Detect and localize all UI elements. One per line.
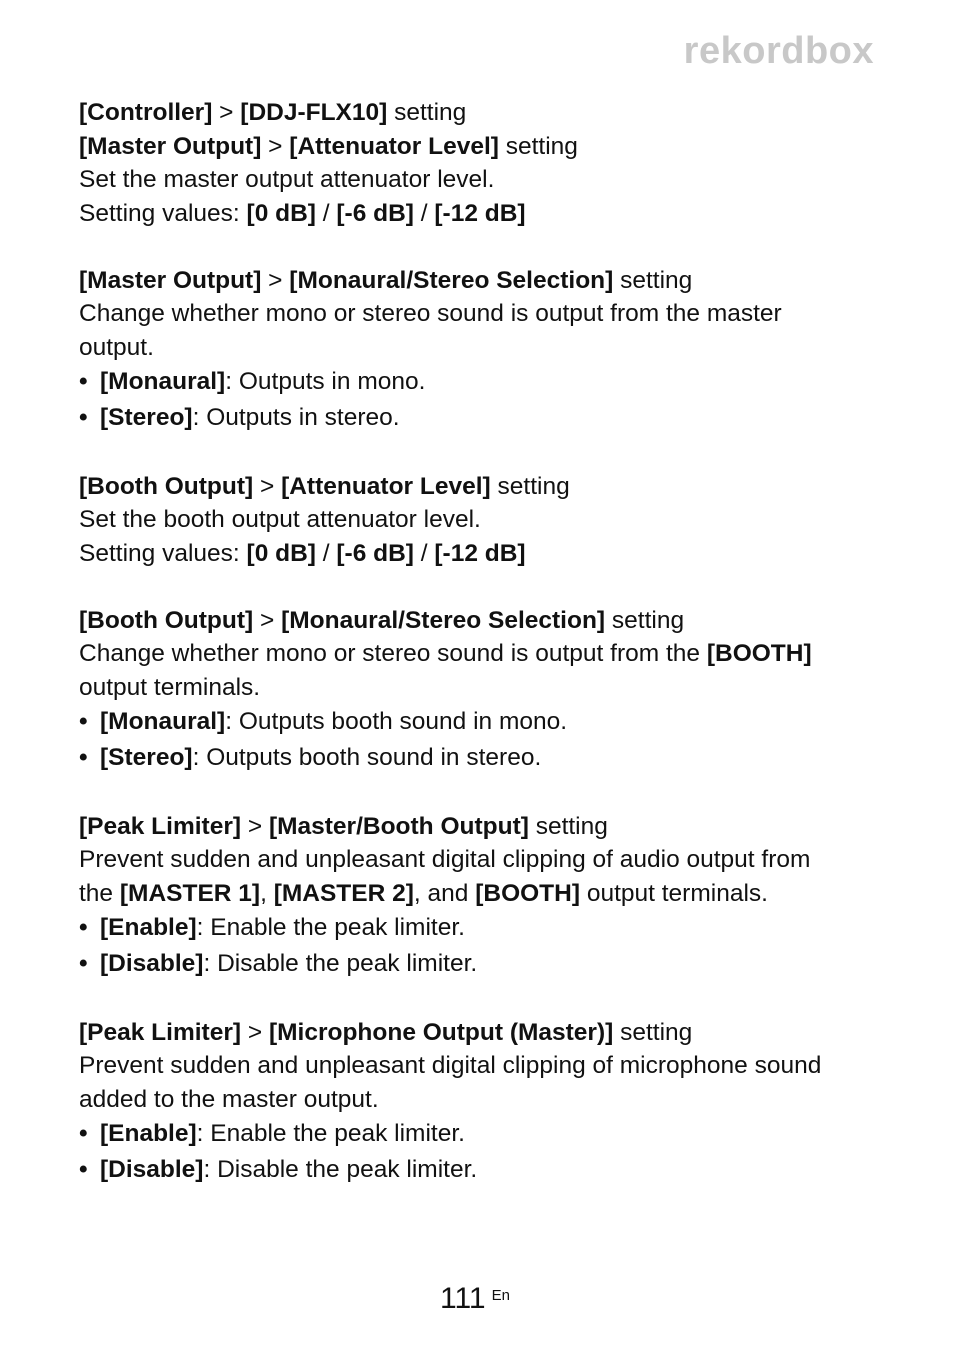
booth-mono-stereo-description: Change whether mono or stereo sound is output from the [BOOTH] bbox=[79, 640, 812, 667]
list-item: • [Enable]: Enable the peak limiter. bbox=[79, 1116, 879, 1152]
list-item: • [Disable]: Disable the peak limiter. bbox=[79, 1152, 879, 1188]
master-mono-stereo-description: Change whether mono or stereo sound is output from the master bbox=[79, 300, 782, 327]
master-attenuator-values: Setting values: [0 dB] / [-6 dB] / [-12 dB] bbox=[79, 199, 526, 227]
master-attenuator-heading: [Master Output] > [Attenuator Level] setting bbox=[79, 132, 578, 160]
booth-attenuator-values: Setting values: [0 dB] / [-6 dB] / [-12 dB] bbox=[79, 539, 526, 567]
bullet-icon: • bbox=[79, 914, 88, 941]
brand-logo: rekordbox bbox=[683, 30, 874, 72]
booth-mono-stereo-description-cont: output terminals. bbox=[79, 673, 261, 701]
language-code: En bbox=[491, 1287, 510, 1304]
list-item: • [Disable]: Disable the peak limiter. bbox=[79, 946, 879, 982]
master-mono-stereo-description-cont: output. bbox=[79, 333, 154, 361]
list-item: • [Monaural]: Outputs booth sound in mono. bbox=[79, 704, 879, 740]
bullet-icon: • bbox=[79, 368, 88, 395]
master-attenuator-description: Set the master output attenuator level. bbox=[79, 166, 495, 193]
booth-attenuator-description: Set the booth output attenuator level. bbox=[79, 506, 481, 533]
booth-attenuator-heading: [Booth Output] > [Attenuator Level] setting bbox=[79, 472, 570, 500]
manual-content bbox=[79, 96, 879, 1188]
bullet-icon: • bbox=[79, 744, 88, 771]
list-item: • [Enable]: Enable the peak limiter. bbox=[79, 910, 879, 946]
bullet-icon: • bbox=[79, 404, 88, 431]
peak-limiter-mic-description-cont: added to the master output. bbox=[79, 1085, 379, 1113]
bullet-icon: • bbox=[79, 1156, 88, 1183]
peak-limiter-master-heading: [Peak Limiter] > [Master/Booth Output] setting bbox=[79, 812, 608, 840]
bullet-icon: • bbox=[79, 708, 88, 735]
list-item: • [Monaural]: Outputs in mono. bbox=[79, 364, 879, 400]
peak-limiter-mic-heading: [Peak Limiter] > [Microphone Output (Master)] setting bbox=[79, 1018, 693, 1046]
master-mono-stereo-heading: [Master Output] > [Monaural/Stereo Selection] setting bbox=[79, 266, 693, 294]
bullet-icon: • bbox=[79, 1120, 88, 1147]
booth-mono-stereo-heading: [Booth Output] > [Monaural/Stereo Selection] setting bbox=[79, 606, 685, 634]
controller-setting-heading: [Controller] > [DDJ-FLX10] setting bbox=[79, 99, 467, 126]
list-item: • [Stereo]: Outputs booth sound in stereo. bbox=[79, 740, 879, 776]
bullet-icon: • bbox=[79, 950, 88, 977]
peak-limiter-master-description: Prevent sudden and unpleasant digital clipping of audio output from bbox=[79, 846, 811, 873]
peak-limiter-mic-description: Prevent sudden and unpleasant digital clipping of microphone sound bbox=[79, 1052, 822, 1079]
list-item: • [Stereo]: Outputs in stereo. bbox=[79, 400, 879, 436]
page-number: 111 $^{En}$ bbox=[440, 1282, 510, 1315]
peak-limiter-master-description-cont: the [MASTER 1], [MASTER 2], and [BOOTH] output terminals. bbox=[79, 879, 768, 907]
